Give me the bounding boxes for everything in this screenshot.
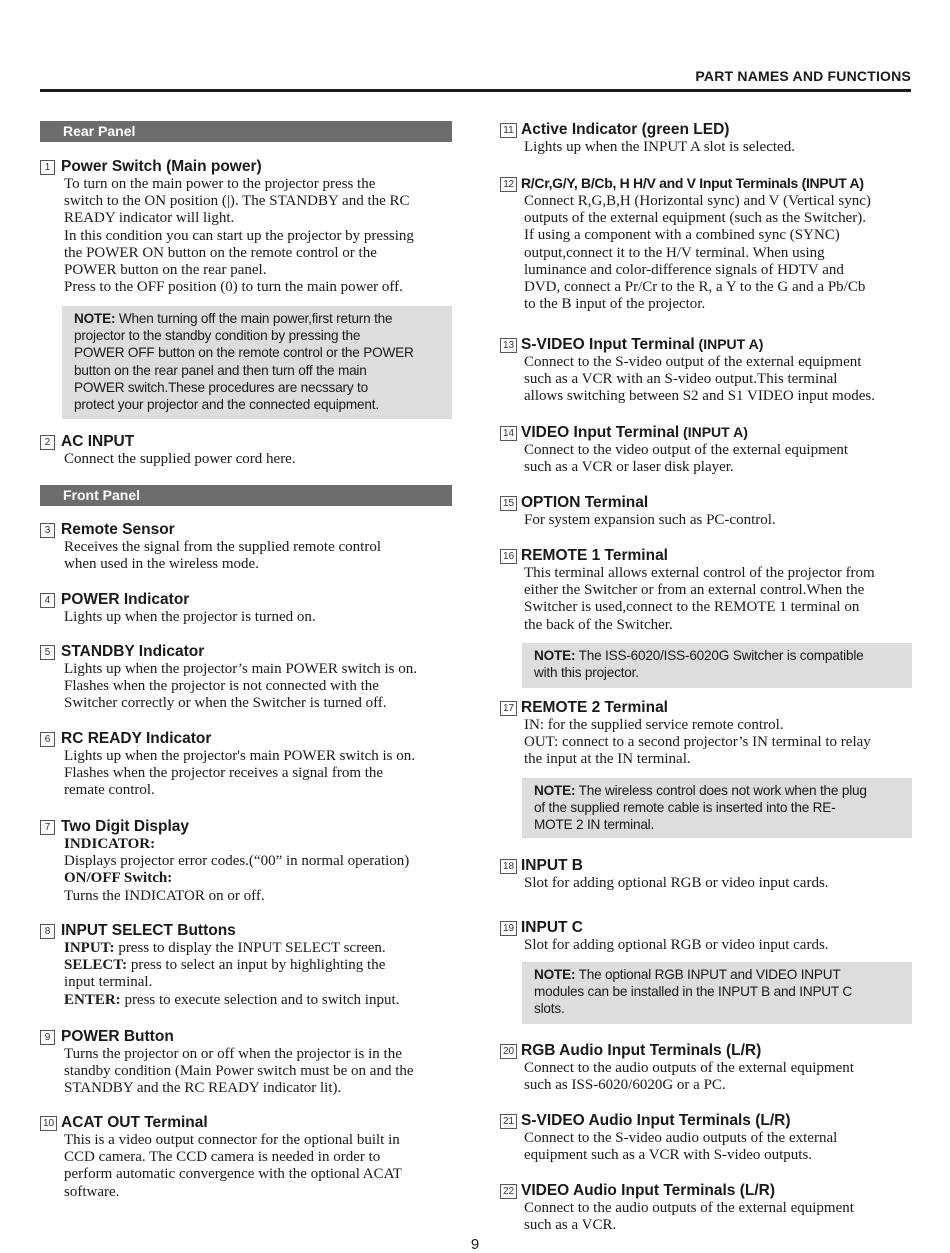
text-line: DVD, connect a Pr/Cr to the R, a Y to the G and a Pb/Cb	[524, 279, 866, 296]
text-line: When turning off the main power,first return the	[115, 311, 393, 326]
text-line: when used in the wireless mode.	[64, 556, 259, 573]
text-line: standby condition (Main Power switch must be on and the	[64, 1063, 414, 1080]
text-line: Lights up when the projector’s main POWER switch is on.	[64, 661, 418, 677]
text-line: the input at the IN terminal.	[524, 751, 691, 768]
text-line: Lights up when the INPUT A slot is selected.	[524, 139, 795, 155]
item-title: POWER Indicator	[61, 591, 190, 608]
text-line: allows switching between S2 and S1 VIDEO input modes.	[524, 388, 875, 405]
item-input-b	[500, 856, 912, 892]
text-line: with this projector.	[534, 665, 639, 681]
item-power-button	[40, 1027, 452, 1098]
text-line: CCD camera. The CCD camera is needed in order to	[64, 1149, 381, 1166]
item-title: REMOTE 2 Terminal	[521, 699, 668, 716]
text-line: For system expansion such as PC-control.	[524, 512, 776, 528]
text-line: Lights up when the projector is turned on.	[64, 609, 316, 625]
text-line: button on the rear panel and then turn off the main	[74, 362, 367, 378]
text-line: Switcher is used,connect to the REMOTE 1 terminal on	[524, 599, 860, 616]
text-line: modules can be installed in the INPUT B and INPUT C	[534, 984, 852, 1000]
text-line: IN: for the supplied service remote control.	[524, 717, 784, 733]
text-line: the back of the Switcher.	[524, 616, 673, 633]
item-s-video-input-terminal	[500, 335, 912, 406]
item-number: 3	[40, 523, 55, 538]
item-title: INPUT SELECT Buttons	[61, 922, 236, 939]
item-number: 16	[500, 549, 517, 564]
text-line: such as a VCR or laser disk player.	[524, 459, 734, 476]
text-line: MOTE 2 IN terminal.	[534, 817, 655, 833]
text-line: Connect to the audio outputs of the external equipment	[524, 1060, 854, 1076]
text-line: press to execute selection and to switch input.	[124, 991, 400, 1008]
note-switcher-compat	[522, 643, 912, 688]
text-line: If using a component with a combined sync (SYNC)	[524, 227, 840, 244]
item-title: R/Cr,G/Y, B/Cb, H H/V and V Input Terminals (INPUT A)	[521, 175, 864, 191]
text-line: the POWER ON button on the remote control or the	[64, 244, 377, 261]
text-line: Connect the supplied power cord here.	[64, 451, 296, 467]
field-key: ENTER:	[64, 991, 121, 1008]
text-line: of the supplied remote cable is inserted into the RE-	[534, 800, 836, 816]
text-line: Connect to the video output of the external equipment	[524, 442, 849, 458]
item-input-c	[500, 918, 912, 954]
section-rear-panel: Rear Panel	[40, 121, 452, 142]
item-remote-2-terminal	[500, 698, 912, 769]
text-line: such as a VCR with an S-video output.This terminal	[524, 371, 838, 388]
text-line: This is a video output connector for the optional built in	[64, 1132, 400, 1148]
text-line: READY indicator will light.	[64, 210, 235, 227]
item-number: 21	[500, 1114, 517, 1129]
text-line: such as ISS-6020/6020G or a PC.	[524, 1077, 726, 1094]
item-s-video-audio-input	[500, 1111, 912, 1164]
text-line: Turns the projector on or off when the projector is in the	[64, 1046, 402, 1062]
text-line: input terminal.	[64, 974, 153, 991]
item-number: 17	[500, 701, 517, 716]
text-line: Slot for adding optional RGB or video input cards.	[524, 937, 829, 953]
text-line: POWER OFF button on the remote control or the POWER	[74, 345, 414, 361]
text-line: Turns the INDICATOR on or off.	[64, 887, 265, 904]
text-line: output,connect it to the H/V terminal. When using	[524, 244, 825, 261]
text-line: such as a VCR.	[524, 1217, 617, 1234]
item-title: AC INPUT	[61, 433, 135, 450]
text-line: Slot for adding optional RGB or video input cards.	[524, 875, 829, 891]
text-line: equipment such as a VCR with S-video outputs.	[524, 1147, 813, 1164]
item-acat-out-terminal	[40, 1113, 452, 1201]
item-ac-input	[40, 432, 452, 468]
item-title-suffix: (INPUT A)	[694, 336, 764, 352]
item-title: REMOTE 1 Terminal	[521, 547, 668, 564]
item-video-input-terminal	[500, 423, 912, 476]
item-title: OPTION Terminal	[521, 494, 649, 511]
item-number: 15	[500, 496, 517, 511]
text-line: The optional RGB INPUT and VIDEO INPUT	[575, 967, 841, 982]
item-rgb-input-terminals	[500, 174, 912, 313]
item-number: 22	[500, 1184, 517, 1199]
item-number: 20	[500, 1044, 517, 1059]
item-title: INPUT C	[521, 919, 583, 936]
text-line: This terminal allows external control of the projector from	[524, 565, 875, 581]
item-number: 7	[40, 820, 55, 835]
note-label: NOTE:	[534, 967, 576, 982]
text-line: Connect to the S-video output of the external equipment	[524, 354, 862, 370]
note-label: NOTE:	[534, 783, 576, 798]
item-number: 5	[40, 645, 55, 660]
item-power-switch	[40, 157, 452, 296]
text-line: The ISS-6020/ISS-6020G Switcher is compatible	[575, 648, 864, 663]
item-number: 8	[40, 924, 55, 939]
item-number: 4	[40, 593, 55, 608]
text-line: press to select an input by highlighting the	[130, 957, 386, 974]
item-title: VIDEO Audio Input Terminals (L/R)	[521, 1182, 776, 1199]
item-number: 2	[40, 435, 55, 450]
item-rgb-audio-input	[500, 1041, 912, 1094]
text-line: Lights up when the projector's main POWER switch is on.	[64, 748, 415, 764]
text-line: Displays projector error codes.(“00” in normal operation)	[64, 853, 410, 870]
section-front-panel: Front Panel	[40, 485, 452, 506]
text-line: To turn on the main power to the projector press the	[64, 176, 376, 192]
item-number: 18	[500, 859, 517, 874]
item-title: Active Indicator (green LED)	[521, 121, 730, 138]
item-video-audio-input	[500, 1181, 912, 1234]
text-line: switch to the ON position (|). The STANDBY and the RC	[64, 193, 410, 210]
item-number: 10	[40, 1116, 57, 1131]
item-active-indicator	[500, 120, 912, 156]
text-line: POWER button on the rear panel.	[64, 262, 267, 279]
item-two-digit-display	[40, 817, 452, 905]
text-line: OUT: connect to a second projector’s IN terminal to relay	[524, 734, 871, 751]
field-key: INPUT:	[64, 940, 115, 956]
item-number: 1	[40, 160, 55, 175]
item-title: ACAT OUT Terminal	[61, 1114, 208, 1131]
text-line: projector to the standby condition by pressing the	[74, 328, 361, 344]
item-number: 9	[40, 1030, 55, 1045]
text-line: outputs of the external equipment (such as the Switcher).	[524, 210, 866, 227]
item-title: S-VIDEO Audio Input Terminals (L/R)	[521, 1112, 791, 1129]
item-title: Power Switch (Main power)	[61, 158, 262, 175]
text-line: either the Switcher or from an external control.When the	[524, 582, 865, 599]
item-rc-ready-indicator	[40, 729, 452, 800]
text-line: perform automatic convergence with the optional ACAT	[64, 1166, 402, 1183]
text-line: software.	[64, 1183, 120, 1200]
item-option-terminal	[500, 493, 912, 529]
text-line: luminance and color-difference signals of HDTV and	[524, 261, 844, 278]
text-line: Flashes when the projector receives a signal from the	[64, 765, 384, 782]
item-number: 19	[500, 921, 517, 936]
text-line: Connect R,G,B,H (Horizontal sync) and V (Vertical sync)	[524, 193, 871, 209]
text-line: POWER switch.These procedures are necssary to	[74, 379, 368, 395]
text-line: Press to the OFF position (0) to turn the main power off.	[64, 279, 403, 296]
text-line: protect your projector and the connected equipment.	[74, 397, 379, 413]
note-power-off	[62, 306, 452, 419]
item-title: RGB Audio Input Terminals (L/R)	[521, 1042, 762, 1059]
text-line: press to display the INPUT SELECT screen.	[118, 940, 386, 956]
page-header-title: PART NAMES AND FUNCTIONS	[695, 68, 911, 84]
item-title: S-VIDEO Input Terminal	[521, 336, 695, 353]
item-title: VIDEO Input Terminal	[521, 424, 680, 441]
item-title: POWER Button	[61, 1028, 174, 1045]
field-key: INDICATOR:	[64, 836, 156, 852]
header-rule	[40, 89, 911, 92]
item-power-indicator	[40, 590, 452, 626]
text-line: Receives the signal from the supplied remote control	[64, 539, 381, 555]
item-input-select-buttons	[40, 921, 452, 1009]
field-key: ON/OFF Switch:	[64, 870, 173, 887]
note-label: NOTE:	[74, 311, 116, 326]
item-remote-1-terminal	[500, 546, 912, 634]
text-line: Switcher correctly or when the Switcher is turned off.	[64, 695, 387, 712]
item-title-suffix: (INPUT A)	[679, 424, 748, 440]
item-standby-indicator	[40, 642, 452, 713]
field-key: SELECT:	[64, 957, 128, 974]
item-title: INPUT B	[521, 857, 583, 874]
text-line: Flashes when the projector is not connected with the	[64, 678, 379, 695]
note-label: NOTE:	[534, 648, 576, 663]
item-number: 13	[500, 338, 517, 353]
item-title: RC READY Indicator	[61, 730, 212, 747]
text-line: The wireless control does not work when the plug	[575, 783, 867, 798]
item-remote-sensor	[40, 520, 452, 573]
item-title: STANDBY Indicator	[61, 643, 205, 660]
item-number: 6	[40, 732, 55, 747]
text-line: STANDBY and the RC READY indicator lit).	[64, 1080, 342, 1097]
text-line: to the B input of the projector.	[524, 296, 706, 313]
text-line: remate control.	[64, 782, 155, 799]
text-line: slots.	[534, 1001, 565, 1017]
text-line: In this condition you can start up the projector by pressing	[64, 227, 414, 244]
item-title: Remote Sensor	[61, 521, 175, 538]
item-number: 12	[500, 177, 517, 192]
text-line: Connect to the S-video audio outputs of the external	[524, 1130, 838, 1146]
note-optional-modules	[522, 962, 912, 1024]
note-wireless-control	[522, 778, 912, 838]
page-number: 9	[470, 1236, 480, 1253]
item-number: 11	[500, 123, 517, 138]
item-number: 14	[500, 426, 517, 441]
text-line: Connect to the audio outputs of the external equipment	[524, 1200, 854, 1216]
item-title: Two Digit Display	[61, 818, 190, 835]
